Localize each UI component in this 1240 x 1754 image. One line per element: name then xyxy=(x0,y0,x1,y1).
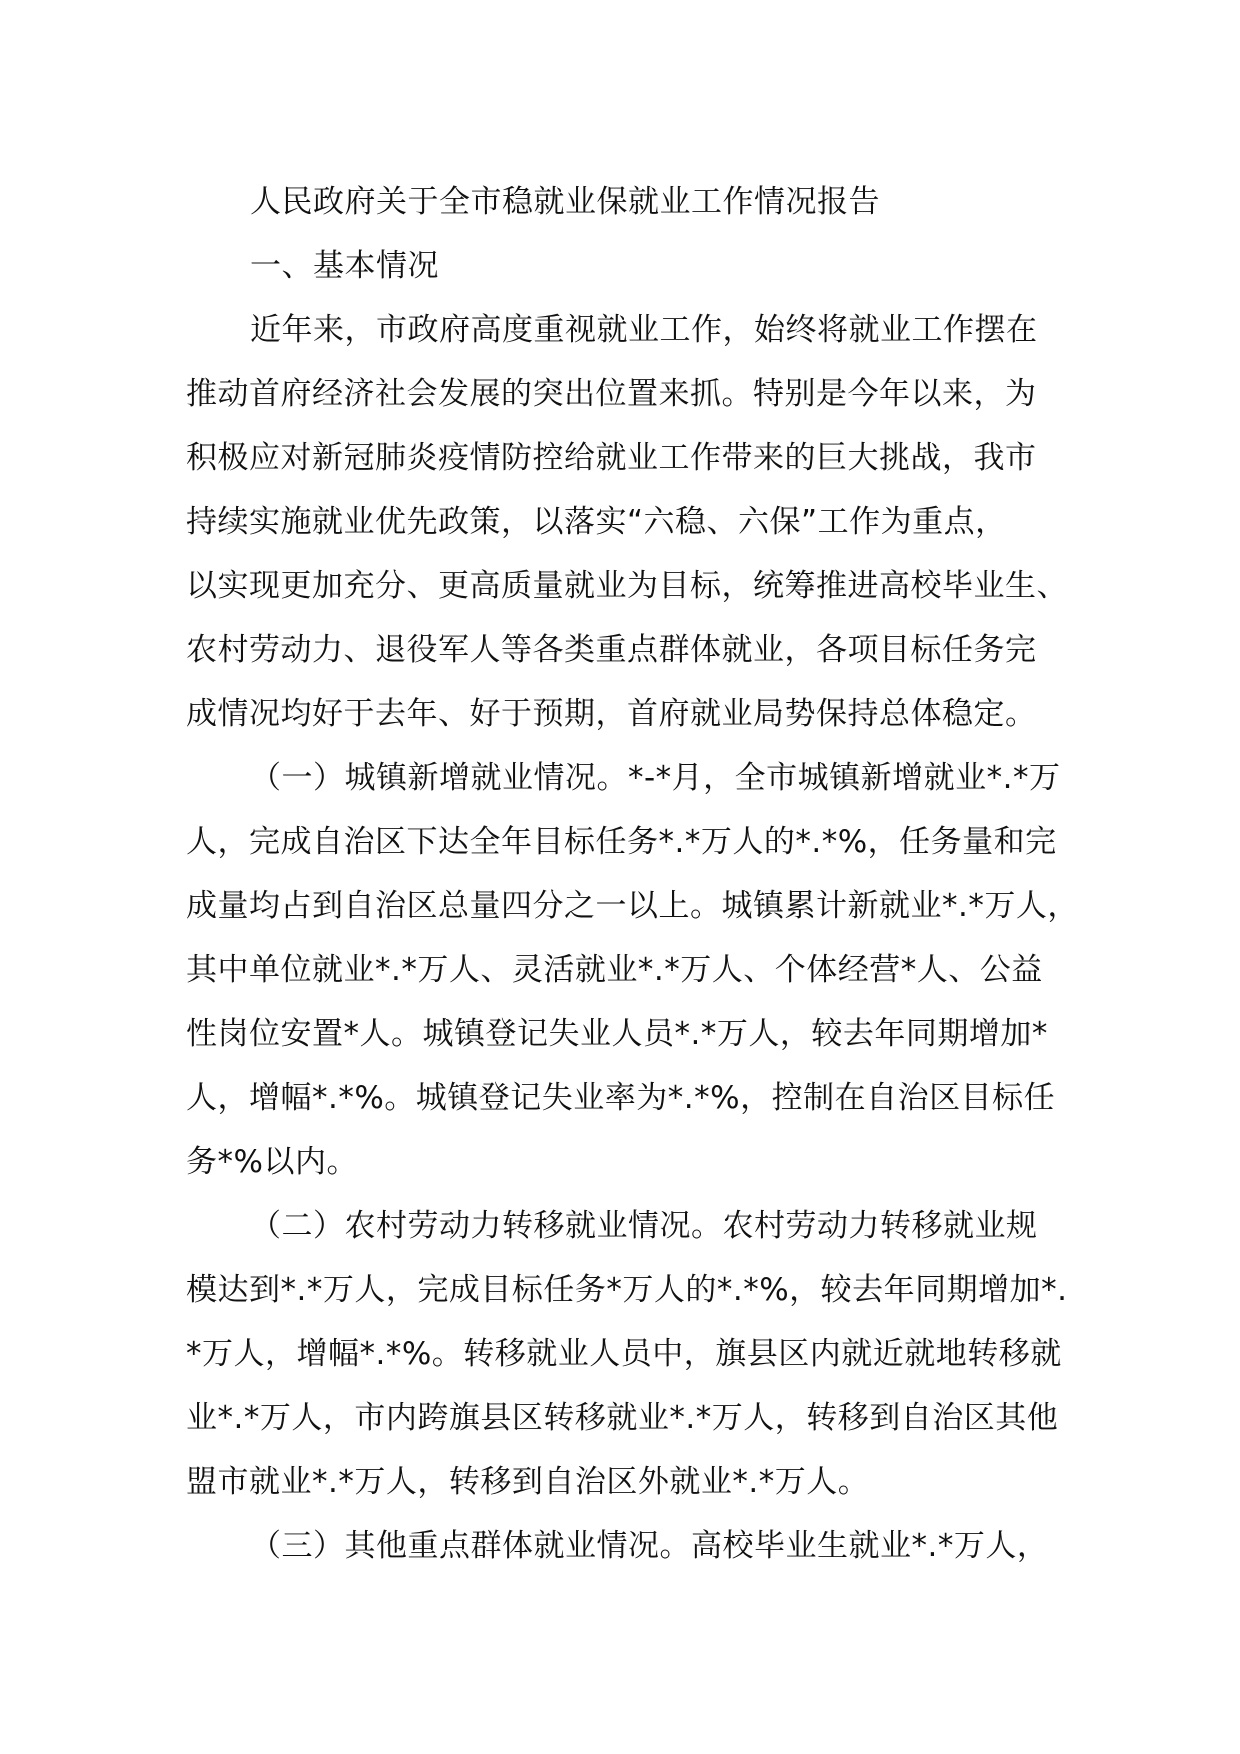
text-line: （三）其他重点群体就业情况。高校毕业生就业*.*万人， xyxy=(250,1528,1049,1564)
text-line: 性岗位安置*人。城镇登记失业人员*.*万人，较去年同期增加* xyxy=(186,1016,1048,1052)
text-line: 人，完成自治区下达全年目标任务*.*万人的*.*%，任务量和完 xyxy=(186,824,1057,860)
text-line: 人，增幅*.*%。城镇登记失业率为*.*%，控制在自治区目标任 xyxy=(186,1080,1056,1116)
text-line: 盟市就业*.*万人，转移到自治区外就业*.*万人。 xyxy=(186,1464,870,1500)
text-line: 推动首府经济社会发展的突出位置来抓。特别是今年以来，为 xyxy=(186,376,1037,412)
text-line: 成量均占到自治区总量四分之一以上。城镇累计新就业*.*万人， xyxy=(186,888,1079,924)
text-line: 以实现更加充分、更高质量就业为目标，统筹推进高校毕业生、 xyxy=(186,568,1068,604)
text-line: 模达到*.*万人，完成目标任务*万人的*.*%，较去年同期增加*. xyxy=(186,1272,1068,1308)
paragraph-overview xyxy=(186,298,1066,746)
text-line: 积极应对新冠肺炎疫情防控给就业工作带来的巨大挑战，我市 xyxy=(186,440,1037,476)
text-line: （二）农村劳动力转移就业情况。农村劳动力转移就业规 xyxy=(250,1208,1038,1244)
text-line: 务*%以内。 xyxy=(186,1144,358,1180)
text-line: 持续实施就业优先政策，以落实“六稳、六保”工作为重点， xyxy=(186,504,1007,540)
paragraph-urban-employment xyxy=(186,746,1079,1194)
text-line: 近年来，市政府高度重视就业工作，始终将就业工作摆在 xyxy=(250,312,1038,348)
text-line: （一）城镇新增就业情况。*-*月，全市城镇新增就业*.*万 xyxy=(250,760,1061,796)
text-line: 其中单位就业*.*万人、灵活就业*.*万人、个体经营*人、公益 xyxy=(186,952,1043,988)
text-line: 业*.*万人，市内跨旗县区转移就业*.*万人，转移到自治区其他 xyxy=(186,1400,1059,1436)
document-body xyxy=(186,170,1079,1578)
text-line: *万人，增幅*.*%。转移就业人员中，旗县区内就近就地转移就 xyxy=(186,1336,1062,1372)
document-title: 人民政府关于全市稳就业保就业工作情况报告 xyxy=(250,184,880,220)
paragraph-rural-labor xyxy=(186,1194,1066,1514)
text-line: 成情况均好于去年、好于预期，首府就业局势保持总体稳定。 xyxy=(186,696,1037,732)
paragraph-other-groups xyxy=(186,1514,1066,1578)
section-heading-basic-situation: 一、基本情况 xyxy=(250,248,439,284)
text-line: 农村劳动力、退役军人等各类重点群体就业，各项目标任务完 xyxy=(186,632,1037,668)
